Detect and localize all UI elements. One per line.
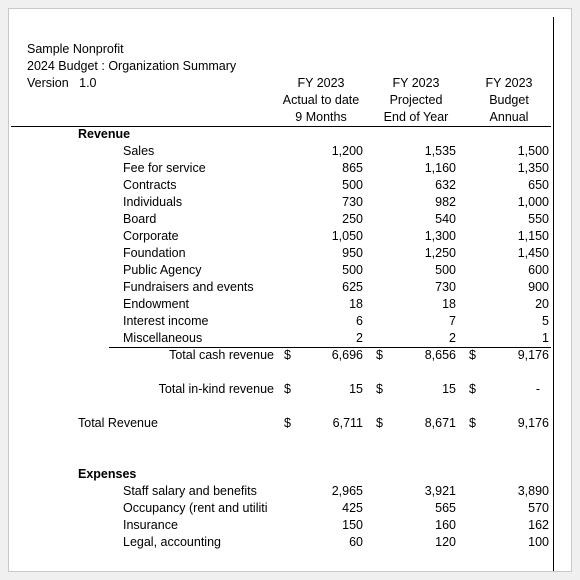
value-actual: 6 bbox=[356, 314, 363, 328]
value-projected: 982 bbox=[435, 195, 456, 209]
spreadsheet-frame bbox=[8, 8, 572, 572]
value-projected: 7 bbox=[449, 314, 456, 328]
value-projected: 3,921 bbox=[424, 484, 456, 498]
col-header-line3: 9 Months bbox=[295, 110, 347, 124]
col-header-line1: FY 2023 bbox=[392, 76, 440, 90]
col-header-line2: Budget bbox=[489, 93, 529, 107]
total-revenue-budget: 9,176 bbox=[517, 416, 549, 430]
col-header-line3: Annual bbox=[489, 110, 529, 124]
total-revenue-actual: 6,711 bbox=[332, 416, 363, 430]
total-revenue-label: Total Revenue bbox=[78, 416, 158, 430]
value-budget: 600 bbox=[528, 263, 549, 277]
value-projected: 730 bbox=[435, 280, 456, 294]
revenue-heading: Revenue bbox=[78, 127, 131, 141]
value-budget: 1,000 bbox=[517, 195, 549, 209]
value-projected: 2 bbox=[449, 331, 456, 345]
row-label: Foundation bbox=[123, 246, 186, 260]
value-actual: 730 bbox=[342, 195, 363, 209]
value-actual: 425 bbox=[342, 501, 363, 515]
value-projected: 18 bbox=[442, 297, 456, 311]
value-projected: 120 bbox=[435, 535, 456, 549]
value-projected: 565 bbox=[435, 501, 456, 515]
currency-symbol: $ bbox=[376, 382, 383, 396]
value-actual: 500 bbox=[342, 263, 363, 277]
total-inkind-revenue-label: Total in-kind revenue bbox=[158, 382, 274, 396]
value-budget: 1,500 bbox=[517, 144, 549, 158]
col-header-line3: End of Year bbox=[383, 110, 449, 124]
total-inkind-projected: 15 bbox=[442, 382, 456, 396]
value-projected: 1,250 bbox=[424, 246, 456, 260]
value-budget: 570 bbox=[528, 501, 549, 515]
row-label: Public Agency bbox=[123, 263, 202, 277]
value-actual: 1,200 bbox=[331, 144, 363, 158]
value-actual: 250 bbox=[342, 212, 363, 226]
value-projected: 632 bbox=[435, 178, 456, 192]
currency-symbol: $ bbox=[469, 416, 476, 430]
value-projected: 160 bbox=[435, 518, 456, 532]
value-projected: 540 bbox=[435, 212, 456, 226]
row-label: Contracts bbox=[123, 178, 177, 192]
value-budget: 650 bbox=[528, 178, 549, 192]
row-label: Occupancy (rent and utiliti bbox=[123, 501, 268, 515]
total-inkind-budget: - bbox=[535, 382, 540, 396]
currency-symbol: $ bbox=[376, 416, 383, 430]
total-cash-revenue-label: Total cash revenue bbox=[169, 348, 274, 362]
subtotal-divider bbox=[109, 347, 551, 348]
version-label: Version 1.0 bbox=[27, 76, 97, 90]
row-label: Sales bbox=[123, 144, 155, 158]
total-inkind-actual: 15 bbox=[349, 382, 363, 396]
col-header-line2: Projected bbox=[389, 93, 443, 107]
col-header-line2: Actual to date bbox=[282, 93, 360, 107]
value-budget: 100 bbox=[528, 535, 549, 549]
value-budget: 5 bbox=[542, 314, 549, 328]
row-label: Miscellaneous bbox=[123, 331, 203, 345]
value-budget: 1,350 bbox=[517, 161, 549, 175]
row-label: Endowment bbox=[123, 297, 190, 311]
row-label: Individuals bbox=[123, 195, 183, 209]
value-budget: 900 bbox=[528, 280, 549, 294]
value-actual: 60 bbox=[349, 535, 363, 549]
total-cash-projected: 8,656 bbox=[424, 348, 456, 362]
currency-symbol: $ bbox=[376, 348, 383, 362]
value-actual: 1,050 bbox=[331, 229, 363, 243]
value-actual: 2,965 bbox=[331, 484, 363, 498]
currency-symbol: $ bbox=[469, 348, 476, 362]
value-actual: 950 bbox=[342, 246, 363, 260]
row-label: Interest income bbox=[123, 314, 209, 328]
currency-symbol: $ bbox=[469, 382, 476, 396]
row-label: Corporate bbox=[123, 229, 179, 243]
value-actual: 2 bbox=[356, 331, 363, 345]
value-actual: 150 bbox=[342, 518, 363, 532]
value-budget: 20 bbox=[535, 297, 549, 311]
value-budget: 3,890 bbox=[517, 484, 549, 498]
expenses-heading: Expenses bbox=[78, 467, 137, 481]
value-projected: 1,535 bbox=[424, 144, 456, 158]
value-budget: 550 bbox=[528, 212, 549, 226]
total-revenue-projected: 8,671 bbox=[424, 416, 456, 430]
row-label: Staff salary and benefits bbox=[123, 484, 257, 498]
col-header-line1: FY 2023 bbox=[485, 76, 533, 90]
total-cash-actual: 6,696 bbox=[331, 348, 363, 362]
value-actual: 625 bbox=[342, 280, 363, 294]
sheet-title: 2024 Budget : Organization Summary bbox=[27, 59, 237, 73]
row-label: Fee for service bbox=[123, 161, 206, 175]
row-label: Insurance bbox=[123, 518, 178, 532]
row-label: Legal, accounting bbox=[123, 535, 221, 549]
org-name: Sample Nonprofit bbox=[27, 42, 124, 56]
col-header-line1: FY 2023 bbox=[297, 76, 345, 90]
currency-symbol: $ bbox=[284, 382, 291, 396]
right-border bbox=[553, 17, 554, 572]
row-label: Board bbox=[123, 212, 157, 226]
value-actual: 18 bbox=[349, 297, 363, 311]
currency-symbol: $ bbox=[284, 348, 291, 362]
value-projected: 500 bbox=[435, 263, 456, 277]
total-cash-budget: 9,176 bbox=[517, 348, 549, 362]
value-projected: 1,300 bbox=[424, 229, 456, 243]
value-budget: 162 bbox=[528, 518, 549, 532]
value-budget: 1,450 bbox=[517, 246, 549, 260]
value-budget: 1 bbox=[542, 331, 549, 345]
currency-symbol: $ bbox=[284, 416, 291, 430]
value-budget: 1,150 bbox=[517, 229, 549, 243]
value-projected: 1,160 bbox=[424, 161, 456, 175]
value-actual: 865 bbox=[342, 161, 363, 175]
budget-sheet bbox=[9, 9, 572, 572]
value-actual: 500 bbox=[342, 178, 363, 192]
row-label: Fundraisers and events bbox=[123, 280, 254, 294]
